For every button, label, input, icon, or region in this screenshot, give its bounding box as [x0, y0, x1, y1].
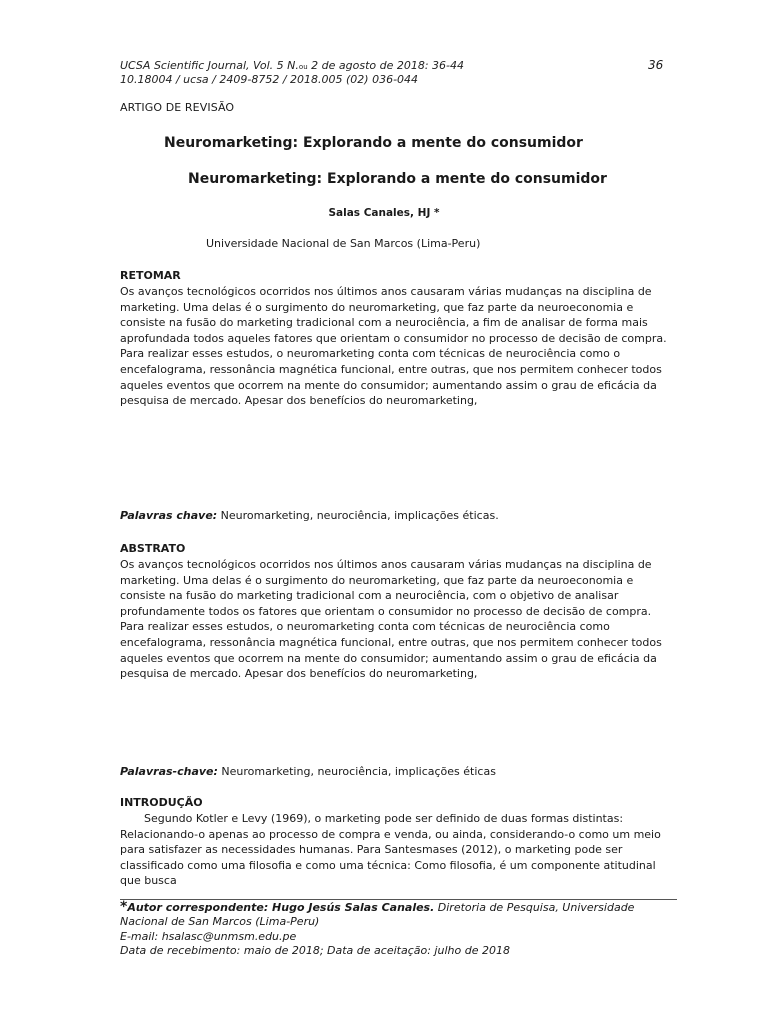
keywords-label: Palavras-chave: — [120, 765, 218, 778]
resumo-keywords — [120, 509, 499, 522]
title-secondary: Neuromarketing: Explorando a mente do consumidor — [188, 171, 607, 187]
page-number: 36 — [648, 58, 664, 72]
keywords-text: Neuromarketing, neurociência, implicações éticas. — [217, 509, 499, 522]
article-type: ARTIGO DE REVISÃO — [120, 101, 235, 114]
received-accepted-dates: Data de recebimento: maio de 2018; Data de aceitação: julho de 2018 — [120, 944, 510, 958]
resumo-text: Os avanços tecnológicos ocorridos nos últimos anos causaram várias mudanças na disciplina de marketing. Uma delas é o surgimento do neuromarketing, que faz parte da neuroeconomia e consiste na fusão do marketing tradicional com a neurociência, a fim de analisar de forma mais aprofundada todos aqueles fatores que orientam o consumidor no processo de decisão de compra. Para realizar esses estudos, o neuromarketing conta com técnicas de neurociência como o encefalograma, ressonância magnética funcional, entre outras, que nos permitem conhecer todos aqueles eventos que ocorrem na mente do consumidor; aumentando assim o grau de eficácia da pesquisa de mercado. Apesar dos benefícios do neuromarketing, — [120, 285, 667, 408]
corresponding-author-affiliation: Diretoria de Pesquisa, Universidade Nacional de San Marcos (Lima-Peru) — [120, 901, 635, 929]
journal-name: UCSA Scientific Journal, Vol. 5 N. — [120, 59, 299, 72]
abstract-heading: ABSTRATO — [120, 542, 186, 555]
title-primary: Neuromarketing: Explorando a mente do consumidor — [164, 135, 583, 151]
journal-date-pages: 2 de agosto de 2018: 36-44 — [307, 59, 465, 72]
abstract-text: Os avanços tecnológicos ocorridos nos últimos anos causaram várias mudanças na disciplina de marketing. Uma delas é o surgimento do neuromarketing, que faz parte da neuroeconomia e consiste na fusão do marketing tradicional com a neurociência, com o objetivo de analisar profundamente todos os fatores que orientam o consumidor no processo de decisão de compra. Para realizar esses estudos, o neuromarketing conta com técnicas de neurociência como encefalograma, ressonância magnética funcional, entre outras, que nos permitem conhecer todos aqueles eventos que ocorrem na mente do consumidor; aumentando assim o grau de eficácia da pesquisa de mercado. Apesar dos benefícios do neuromarketing, — [120, 558, 662, 681]
corresponding-author-label: Autor correspondente: Hugo Jesús Salas Canales. — [127, 901, 435, 914]
keywords-label: Palavras chave: — [120, 509, 218, 522]
introduction-text: Segundo Kotler e Levy (1969), o marketing pode ser definido de duas formas distintas: Relacionando-o apenas ao processo de compra e venda, ou ainda, considerando-o como um meio para satisfazer as necessidades humanas. Para Santesmases (2012), o marketing pode ser classificado como uma filosofia e como uma técnica: Como filosofia, é um componente atitudinal que busca — [120, 812, 661, 888]
footnote-star: * — [120, 899, 128, 915]
resumo-heading: RETOMAR — [120, 269, 181, 282]
author: Salas Canales, HJ * — [328, 207, 440, 219]
affiliation: Universidade Nacional de San Marcos (Lima-Peru) — [206, 237, 481, 250]
doi: 10.18004 / ucsa / 2409-8752 / 2018.005 (02) 036-044 — [120, 73, 419, 86]
journal-citation — [120, 59, 464, 74]
corresponding-email: E-mail: hsalasc@unmsm.edu.pe — [120, 929, 297, 943]
keywords-text: Neuromarketing, neurociência, implicações éticas — [217, 765, 496, 778]
introduction-heading: INTRODUÇÃO — [120, 796, 203, 809]
footnote — [120, 900, 680, 959]
abstract-keywords — [120, 765, 496, 778]
issue-separator: ou — [298, 63, 308, 71]
